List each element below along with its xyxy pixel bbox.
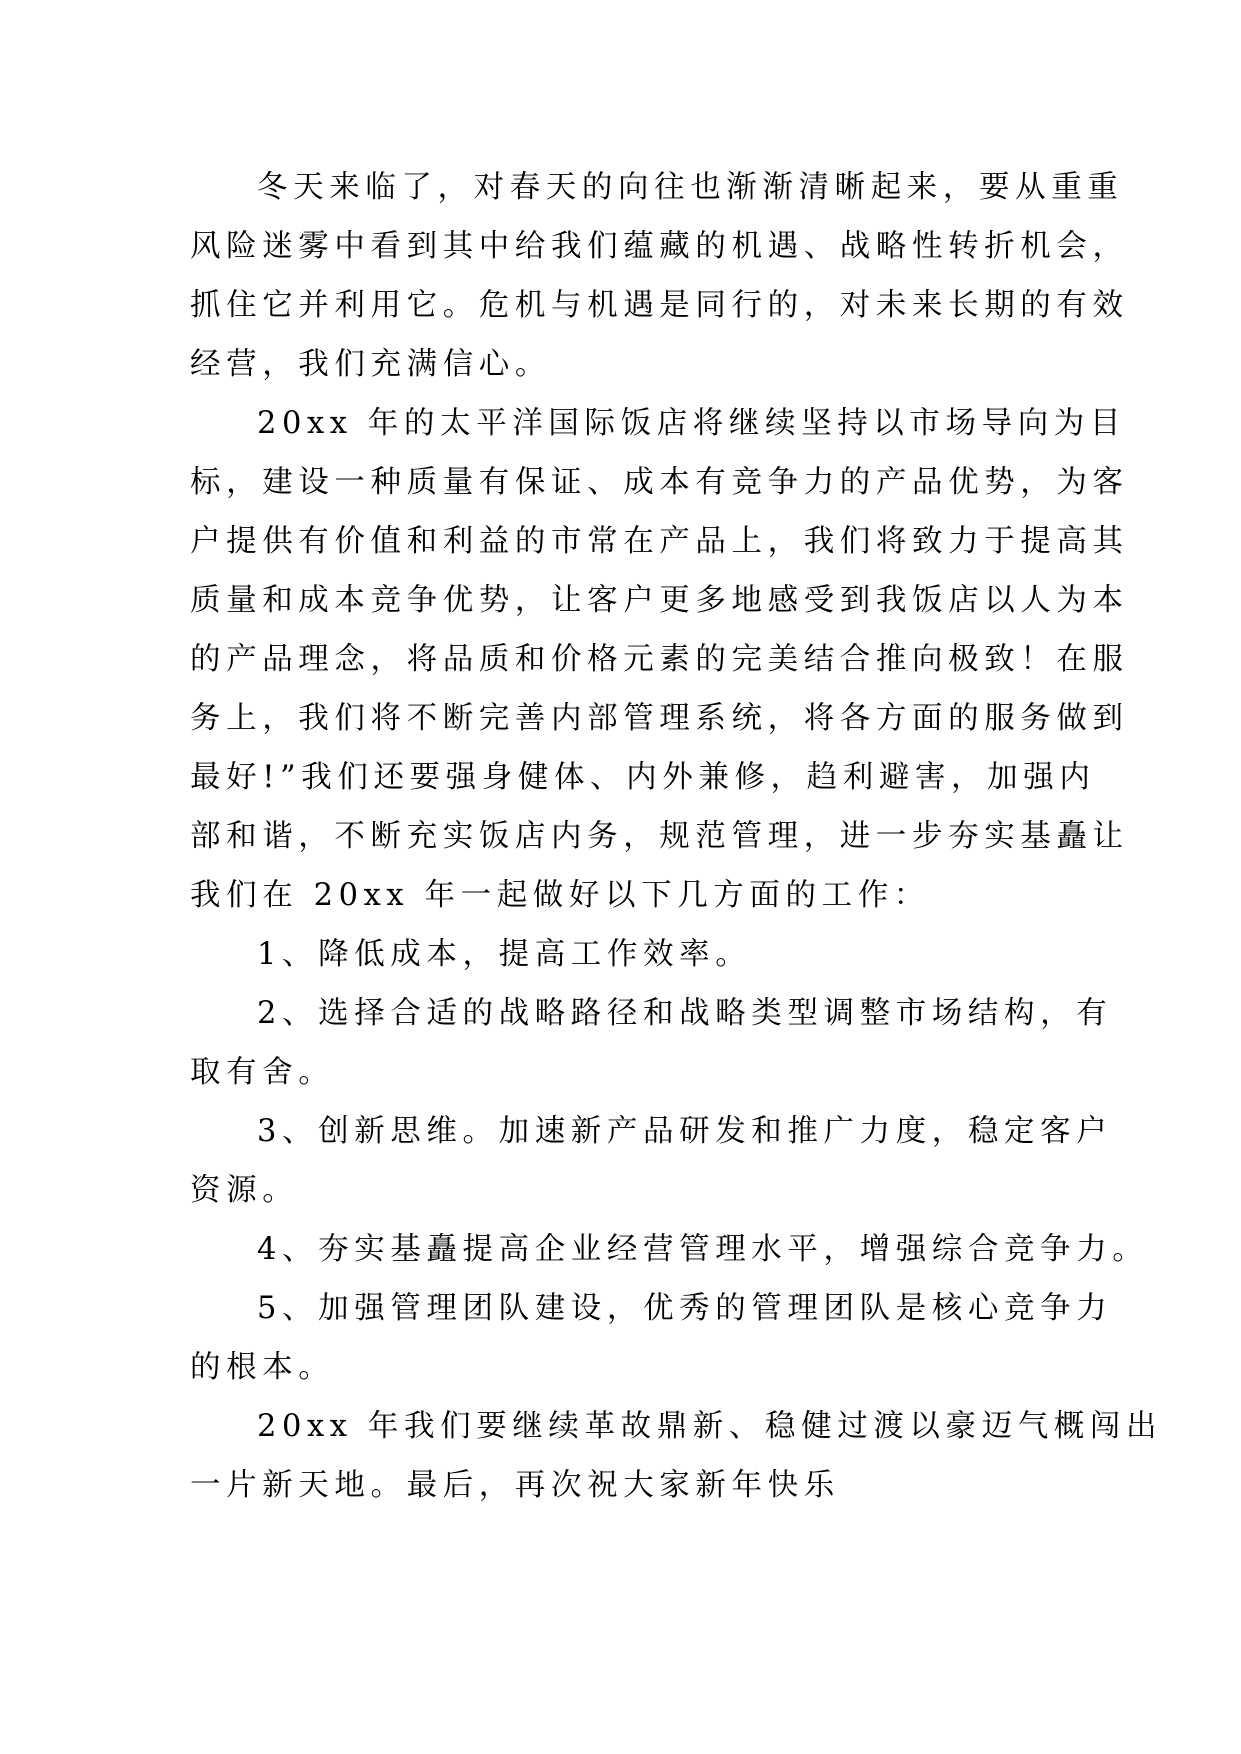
text-line: 20xx 年的太平洋国际饭店将继续坚持以市场导向为目 [257,406,1127,441]
text-line: 资源。 [190,1173,299,1208]
text-line: 2、选择合适的战略路径和战略类型调整市场结构，有 [257,996,1113,1031]
list-item-1 [190,925,1052,984]
list-item-2 [190,984,1113,1102]
paragraph-hotel-plan [190,394,1129,925]
text-line: 我们在 20xx 年一起做好以下几方面的工作： [190,878,930,913]
text-line: 部和谐，不断充实饭店内务，规范管理，进一步夯实基矗让 [190,819,1129,854]
text-line: 冬天来临了，对春天的向往也渐渐清晰起来，要从重重 [257,170,1124,205]
text-line: 质量和成本竞争优势，让客户更多地感受到我饭店以人为本 [190,583,1129,618]
paragraph-closing [190,1397,1163,1515]
text-line: 4、夯实基矗提高企业经营管理水平，增强综合竞争力。 [257,1232,1149,1267]
text-line: 风险迷雾中看到其中给我们蕴藏的机遇、战略性转折机会， [190,229,1129,264]
list-item-4 [190,1220,1149,1279]
text-line: 1、降低成本，提高工作效率。 [257,937,752,972]
list-item-5 [190,1279,1113,1397]
text-line: 标，建设一种质量有保证、成本有竞争力的产品优势，为客 [190,465,1129,500]
text-line: 5、加强管理团队建设，优秀的管理团队是核心竞争力 [257,1291,1113,1326]
text-line: 经营，我们充满信心。 [190,347,551,382]
text-line: 抓住它并利用它。危机与机遇是同行的，对未来长期的有效 [190,288,1129,323]
text-line: 20xx 年我们要继续革故鼎新、稳健过渡以豪迈气概闯出 [257,1409,1163,1444]
list-item-3 [190,1102,1113,1220]
text-line: 取有舍。 [190,1055,335,1090]
text-line: 的根本。 [190,1350,335,1385]
text-line: 3、创新思维。加速新产品研发和推广力度，稳定客户 [257,1114,1113,1149]
document-body [190,158,1163,1515]
text-line: 务上，我们将不断完善内部管理系统，将各方面的服务做到 [190,701,1129,736]
paragraph-winter-outlook [190,158,1129,394]
text-line: 的产品理念，将品质和价格元素的完美结合推向极致！在服 [190,642,1129,677]
text-line: 最好!”我们还要强身健体、内外兼修，趋利避害，加强内 [190,760,1096,795]
text-line: 一片新天地。最后，再次祝大家新年快乐 [190,1468,840,1503]
text-line: 户提供有价值和利益的市常在产品上，我们将致力于提高其 [190,524,1129,559]
